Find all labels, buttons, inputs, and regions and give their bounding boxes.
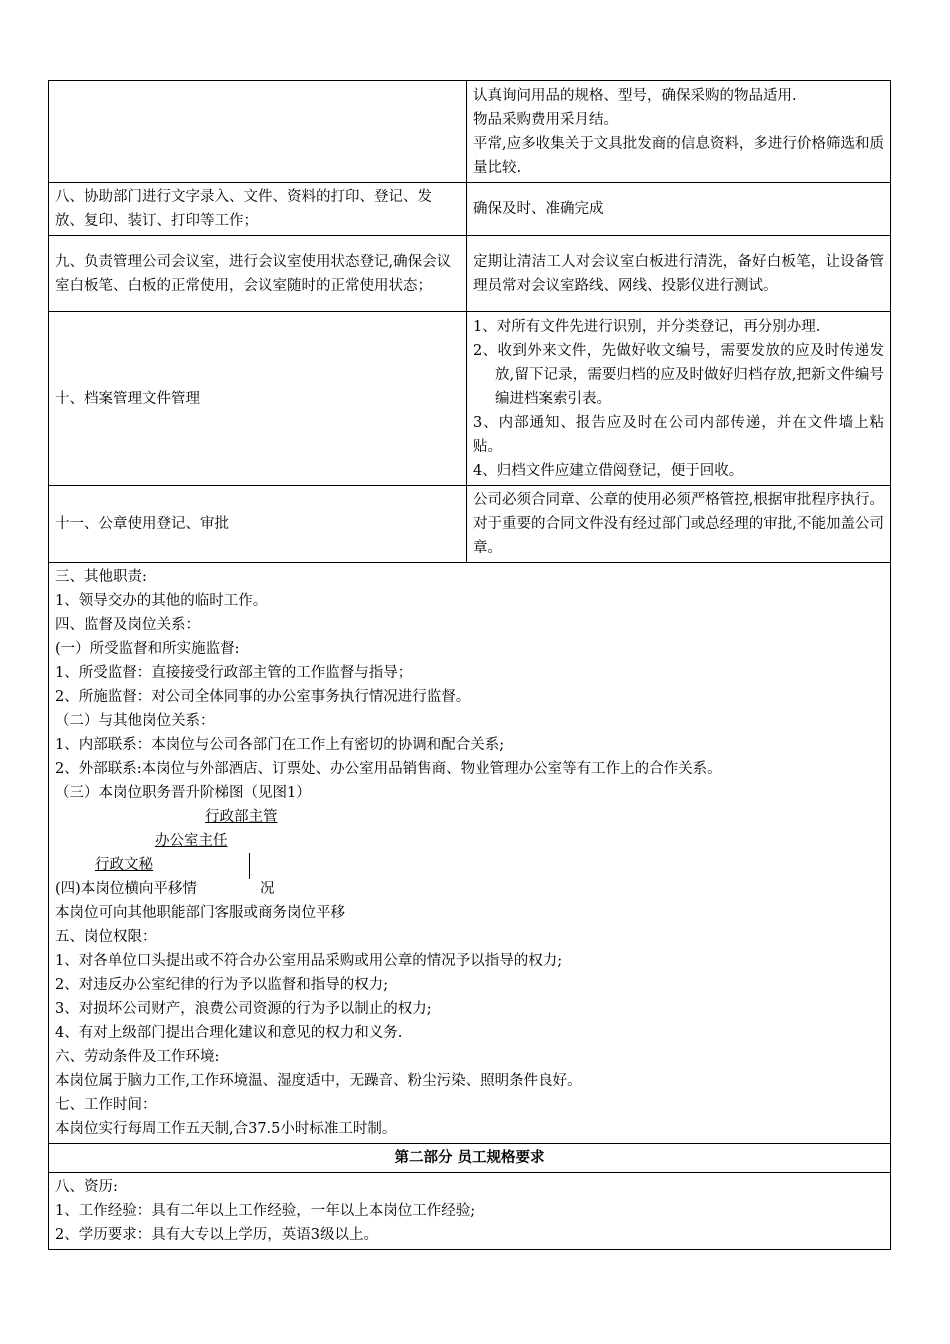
text-line: 八、资历:: [55, 1179, 118, 1195]
text-line: 2、所施监督：对公司全体同事的办公室事务执行情况进行监督。: [55, 689, 471, 705]
section-title: 第二部分 员工规格要求: [49, 1144, 891, 1173]
text-line: 本岗位属于脑力工作,工作环境温、湿度适中，无躁音、粉尘污染、照明条件良好。: [55, 1073, 582, 1089]
text-line: 1、对各单位口头提出或不符合办公室用品采购或用公章的情况予以指导的权力;: [55, 953, 563, 969]
standard-cell: [467, 486, 891, 563]
standard-line: 定期让清洁工人对会议室白板进行清洗，备好白板笔，让设备管理员常对会议室路线、网线、投影仪进行测试。: [473, 253, 884, 294]
text-line: 本岗位实行每周工作五天制,合37.5小时标准工时制。: [55, 1121, 397, 1137]
ladder-divider: [249, 853, 250, 879]
table-row: [49, 236, 891, 312]
table-row: [49, 486, 891, 563]
standard-cell: [467, 236, 891, 312]
standard-line: 2、收到外来文件，先做好收文编号，需要发放的应及时传递发放,留下记录，需要归档的应及时做好归档存放,把新文件编号编进档案索引表。: [473, 342, 884, 407]
text-line: [55, 877, 884, 901]
table-row: [49, 81, 891, 183]
text-line: (一）所受监督和所实施监督:: [55, 641, 240, 657]
ladder-bottom-level: 行政文秘: [95, 857, 153, 873]
standard-line: 平常,应多收集关于文具批发商的信息资料，多进行价格筛选和质量比较.: [473, 135, 884, 176]
table-row: [49, 312, 891, 486]
duty-cell: [49, 81, 467, 183]
standard-cell: [467, 183, 891, 236]
text-line: 五、岗位权限：: [55, 929, 157, 945]
text-line: （三）本岗位职务晋升阶梯图（见图1）: [55, 785, 311, 801]
standard-line: 公司必须合同章、公章的使用必须严格管控,根据审批程序执行。对于重要的合同文件没有经过部门或总经理的审批,不能加盖公司章。: [473, 492, 884, 556]
text-line: 4、有对上级部门提出合理化建议和意见的权力和义务.: [55, 1025, 403, 1041]
text-line: 三、其他职责:: [55, 569, 147, 585]
other-duties-cell: [49, 563, 891, 1144]
table-row: [49, 183, 891, 236]
document-page: [48, 80, 891, 1250]
ladder-top-level: 行政部主管: [205, 809, 278, 825]
text-line: 1、领导交办的其他的临时工作。: [55, 593, 268, 609]
move-label: (四)本岗位横向平移情: [55, 881, 197, 897]
table-row: [49, 1144, 891, 1173]
standard-line: 物品采购费用采月结。: [473, 111, 618, 128]
duty-cell: 十一、公章使用登记、审批: [49, 486, 467, 563]
ladder-middle-level: 办公室主任: [155, 833, 228, 849]
text-line: 1、内部联系：本岗位与公司各部门在工作上有密切的协调和配合关系;: [55, 737, 505, 753]
text-line: 1、所受监督：直接接受行政部主管的工作监督与指导；: [55, 665, 413, 681]
duty-cell: 八、协助部门进行文字录入、文件、资料的打印、登记、发放、复印、装订、打印等工作；: [49, 183, 467, 236]
job-description-table: [48, 80, 891, 1250]
text-line: 2、外部联系:本岗位与外部酒店、订票处、办公室用品销售商、物业管理办公室等有工作上的合作关系。: [55, 761, 722, 777]
duty-cell: 九、负责管理公司会议室，进行会议室使用状态登记,确保会议室白板笔、白板的正常使用，会议室随时的正常使用状态；: [49, 236, 467, 312]
standard-line: 确保及时、准确完成: [473, 201, 604, 217]
text-line: 1、工作经验：具有二年以上工作经验，一年以上本岗位工作经验;: [55, 1203, 476, 1219]
move-label-tail: 况: [260, 881, 275, 897]
text-line: （二）与其他岗位关系：: [55, 713, 215, 729]
standard-line: 1、对所有文件先进行识别，并分类登记，再分别办理.: [473, 318, 821, 335]
text-line: 四、监督及岗位关系：: [55, 617, 200, 633]
duty-cell: 十、档案管理文件管理: [49, 312, 467, 486]
table-row: [49, 563, 891, 1144]
promotion-ladder: [55, 805, 884, 877]
text-line: 六、劳动条件及工作环境:: [55, 1049, 220, 1065]
qualification-cell: [49, 1173, 891, 1250]
text-line: 七、工作时间：: [55, 1097, 157, 1113]
standard-line: 3、内部通知、报告应及时在公司内部传递，并在文件墙上粘贴。: [473, 414, 884, 455]
standard-line: 认真询问用品的规格、型号，确保采购的物品适用.: [473, 87, 797, 104]
standard-line: 4、归档文件应建立借阅登记，便于回收。: [473, 462, 744, 479]
text-line: 3、对损坏公司财产，浪费公司资源的行为予以制止的权力;: [55, 1001, 432, 1017]
text-line: 本岗位可向其他职能部门客服或商务岗位平移: [55, 905, 345, 921]
standard-cell: [467, 312, 891, 486]
text-line: 2、对违反办公室纪律的行为予以监督和指导的权力;: [55, 977, 389, 993]
standard-cell: [467, 81, 891, 183]
text-line: 2、学历要求：具有大专以上学历，英语3级以上。: [55, 1227, 378, 1243]
table-row: [49, 1173, 891, 1250]
